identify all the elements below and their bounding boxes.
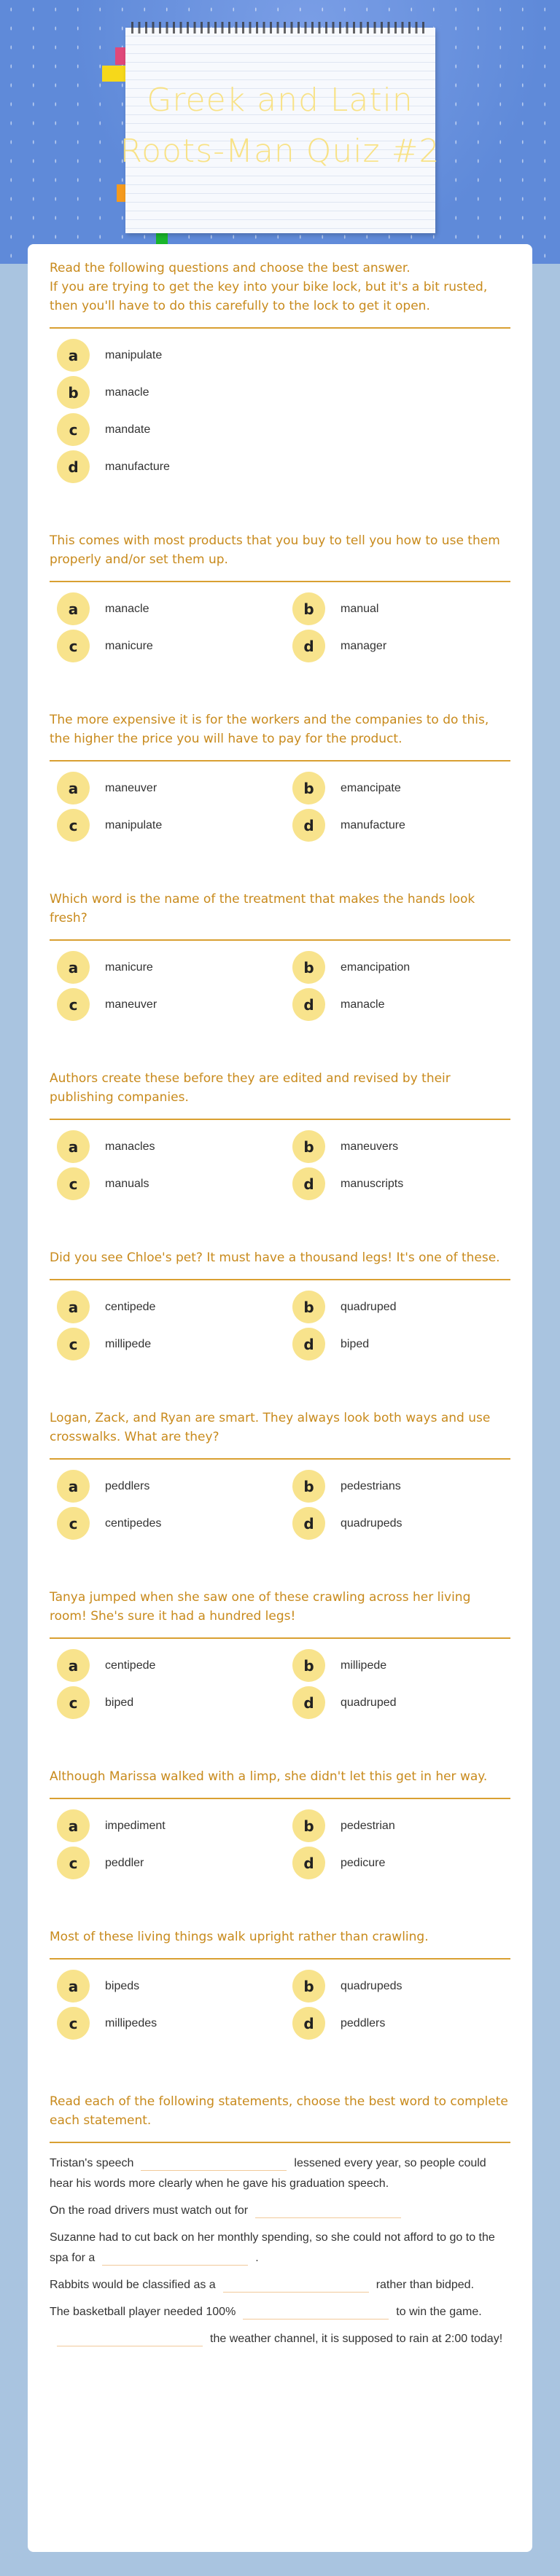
option-d[interactable] xyxy=(285,1686,510,1719)
option-letter-bubble: a xyxy=(57,1809,90,1842)
divider xyxy=(50,939,510,941)
option-c[interactable] xyxy=(50,809,285,842)
option-letter-bubble: c xyxy=(57,1507,90,1540)
question-8 xyxy=(50,1588,510,1767)
divider xyxy=(50,1279,510,1280)
option-letter-bubble: a xyxy=(57,339,90,372)
option-letter-bubble: b xyxy=(292,1649,325,1682)
option-c[interactable] xyxy=(50,1686,285,1719)
option-letter-bubble: d xyxy=(292,1167,325,1200)
option-label: pedestrians xyxy=(341,1479,401,1492)
sentence-text-after: . xyxy=(255,2252,259,2264)
option-a[interactable] xyxy=(50,772,285,804)
option-a[interactable] xyxy=(50,1809,285,1842)
option-letter-bubble: c xyxy=(57,630,90,662)
notebook-illustration xyxy=(125,28,435,233)
option-c[interactable] xyxy=(50,413,510,446)
question-10 xyxy=(50,1927,510,2088)
answer-blank-input[interactable] xyxy=(255,2205,401,2218)
divider xyxy=(50,1119,510,1120)
option-letter-bubble: a xyxy=(57,772,90,804)
option-letter-bubble: b xyxy=(292,592,325,625)
option-d[interactable] xyxy=(285,1328,510,1361)
question-6 xyxy=(50,1248,510,1409)
option-d[interactable] xyxy=(285,988,510,1021)
option-label: quadruped xyxy=(341,1300,397,1313)
option-c[interactable] xyxy=(50,1507,285,1540)
option-label: manual xyxy=(341,602,379,615)
option-label: peddlers xyxy=(105,1479,150,1492)
option-letter-bubble: c xyxy=(57,413,90,446)
options xyxy=(50,772,510,842)
option-d[interactable] xyxy=(285,809,510,842)
option-label: maneuvers xyxy=(341,1140,399,1153)
option-label: manacle xyxy=(341,998,385,1011)
option-letter-bubble: a xyxy=(57,1130,90,1163)
question-text: Which word is the name of the treatment that makes the hands look fresh? xyxy=(50,892,475,925)
question-text: Most of these living things walk upright rather than crawling. xyxy=(50,1930,429,1944)
option-b[interactable] xyxy=(285,1470,510,1503)
options xyxy=(50,1809,510,1879)
option-d[interactable] xyxy=(285,1507,510,1540)
question-text: Authors create these before they are edited and revised by their publishing companies. xyxy=(50,1071,451,1105)
fill-in-instructions: Read each of the following statements, choose the best word to complete each statement. xyxy=(50,2094,508,2128)
option-letter-bubble: a xyxy=(57,1970,90,2003)
fill-sentence xyxy=(50,2228,510,2268)
option-a[interactable] xyxy=(50,951,285,984)
options xyxy=(50,339,510,483)
option-c[interactable] xyxy=(50,630,285,662)
divider xyxy=(50,760,510,762)
option-a[interactable] xyxy=(50,592,285,625)
option-letter-bubble: d xyxy=(292,1507,325,1540)
option-letter-bubble: d xyxy=(292,1686,325,1719)
option-b[interactable] xyxy=(285,1649,510,1682)
option-d[interactable] xyxy=(285,1167,510,1200)
option-label: millipedes xyxy=(105,2016,158,2029)
option-letter-bubble: d xyxy=(57,450,90,483)
option-a[interactable] xyxy=(50,1291,285,1323)
option-letter-bubble: c xyxy=(57,1167,90,1200)
option-d[interactable] xyxy=(285,1847,510,1879)
option-label: manufacture xyxy=(341,818,405,831)
option-label: millipede xyxy=(105,1337,152,1350)
option-label: manacle xyxy=(105,602,149,615)
divider xyxy=(50,1637,510,1639)
option-label: manuscripts xyxy=(341,1177,404,1190)
option-label: biped xyxy=(105,1696,134,1709)
quiz-card xyxy=(28,244,532,2552)
question-text: The more expensive it is for the workers and the companies to do this, the higher the price you will have to pay for the product. xyxy=(50,713,489,746)
yellow-tab xyxy=(102,66,127,82)
option-c[interactable] xyxy=(50,988,285,1021)
option-letter-bubble: c xyxy=(57,809,90,842)
option-a[interactable] xyxy=(50,1470,285,1503)
fill-sentence xyxy=(50,2201,510,2221)
fill-sentence xyxy=(50,2302,510,2322)
divider xyxy=(50,327,510,329)
sentence-text-before: On the road drivers must watch out for xyxy=(50,2204,249,2217)
option-label: quadrupeds xyxy=(341,1516,402,1530)
option-letter-bubble: b xyxy=(292,951,325,984)
option-letter-bubble: d xyxy=(292,630,325,662)
option-label: manacles xyxy=(105,1140,155,1153)
option-letter-bubble: d xyxy=(292,809,325,842)
option-label: maneuver xyxy=(105,998,158,1011)
answer-blank-input[interactable] xyxy=(223,2279,369,2293)
option-letter-bubble: c xyxy=(57,1847,90,1879)
options xyxy=(50,1970,510,2040)
option-b[interactable] xyxy=(285,1291,510,1323)
option-letter-bubble: a xyxy=(57,1649,90,1682)
option-label: centipede xyxy=(105,1300,156,1313)
option-c[interactable] xyxy=(50,1847,285,1879)
question-text: Tanya jumped when she saw one of these crawling across her living room! She's sure it had a hundred legs! xyxy=(50,1590,471,1624)
sentence-text-before: Tristan's speech xyxy=(50,2157,134,2169)
divider xyxy=(50,581,510,582)
option-label: peddler xyxy=(105,1856,144,1869)
option-b[interactable] xyxy=(285,1809,510,1842)
option-label: mandate xyxy=(105,423,151,436)
sentence-text-after: lessened every year, so people could hear his words more clearly when he gave his graduation speech. xyxy=(50,2157,486,2190)
sentence-text-before: Suzanne had to cut back on her monthly spending, so she could not afford to go to the spa for a xyxy=(50,2231,495,2264)
page-title-line1: Greek and Latin xyxy=(147,82,413,119)
question-5 xyxy=(50,1069,510,1248)
option-b[interactable] xyxy=(50,376,510,409)
divider xyxy=(50,1798,510,1799)
option-label: biped xyxy=(341,1337,370,1350)
question-text: Did you see Chloe's pet? It must have a thousand legs! It's one of these. xyxy=(50,1250,500,1265)
option-letter-bubble: b xyxy=(292,1809,325,1842)
option-label: manager xyxy=(341,639,387,652)
option-c[interactable] xyxy=(50,2007,285,2040)
option-letter-bubble: b xyxy=(292,772,325,804)
option-a[interactable] xyxy=(50,1970,285,2003)
options xyxy=(50,592,510,662)
option-label: centipede xyxy=(105,1659,156,1672)
option-letter-bubble: b xyxy=(292,1291,325,1323)
answer-blank-input[interactable] xyxy=(243,2306,389,2319)
page-title-line2: Roots-Man Quiz #2 xyxy=(120,133,440,170)
question-1 xyxy=(50,278,510,531)
option-label: manipulate xyxy=(105,348,163,361)
sentence-text-after: the weather channel, it is supposed to rain at 2:00 today! xyxy=(210,2333,503,2345)
question-text: If you are trying to get the key into your bike lock, but it's a bit rusted, then you'll have to do this carefully to the lock to get it open. xyxy=(50,280,488,313)
option-label: peddlers xyxy=(341,2016,386,2029)
option-label: maneuver xyxy=(105,781,158,794)
option-label: manacle xyxy=(105,385,149,399)
option-letter-bubble: b xyxy=(292,1130,325,1163)
option-label: quadruped xyxy=(341,1696,397,1709)
question-text: Logan, Zack, and Ryan are smart. They always look both ways and use crosswalks. What are they? xyxy=(50,1411,491,1444)
options xyxy=(50,951,510,1021)
option-label: manuals xyxy=(105,1177,149,1190)
instructions: Read the following questions and choose the best answer. xyxy=(50,261,411,275)
answer-blank-input[interactable] xyxy=(102,2252,248,2266)
option-a[interactable] xyxy=(50,1130,285,1163)
option-label: emancipate xyxy=(341,781,401,794)
question-7 xyxy=(50,1409,510,1588)
fill-in-section xyxy=(50,2088,510,2349)
sentence-text-after: rather than bidped. xyxy=(376,2279,475,2291)
option-letter-bubble: d xyxy=(292,988,325,1021)
divider xyxy=(50,1458,510,1460)
spiral-binding xyxy=(131,22,427,34)
option-letter-bubble: c xyxy=(57,2007,90,2040)
option-letter-bubble: b xyxy=(292,1470,325,1503)
options xyxy=(50,1291,510,1361)
option-label: quadrupeds xyxy=(341,1979,402,1992)
option-label: manufacture xyxy=(105,460,170,473)
options xyxy=(50,1130,510,1200)
option-d[interactable] xyxy=(285,630,510,662)
question-9 xyxy=(50,1767,510,1927)
option-label: millipede xyxy=(341,1659,387,1672)
option-label: manicure xyxy=(105,639,153,652)
option-c[interactable] xyxy=(50,1328,285,1361)
options xyxy=(50,1470,510,1540)
option-letter-bubble: d xyxy=(292,1328,325,1361)
option-label: pedicure xyxy=(341,1856,386,1869)
answer-blank-input[interactable] xyxy=(141,2158,287,2171)
fill-sentence xyxy=(50,2329,510,2349)
question-text: Although Marissa walked with a limp, she didn't let this get in her way. xyxy=(50,1769,488,1784)
option-b[interactable] xyxy=(285,1130,510,1163)
divider xyxy=(50,1958,510,1960)
sentence-text-before: The basketball player needed 100% xyxy=(50,2306,236,2318)
option-label: manipulate xyxy=(105,818,163,831)
option-c[interactable] xyxy=(50,1167,285,1200)
fill-sentence xyxy=(50,2153,510,2194)
option-letter-bubble: c xyxy=(57,988,90,1021)
option-letter-bubble: d xyxy=(292,1847,325,1879)
question-text: This comes with most products that you buy to tell you how to use them properly and/or set them up. xyxy=(50,533,500,567)
question-4 xyxy=(50,890,510,1069)
options xyxy=(50,1649,510,1719)
option-a[interactable] xyxy=(50,1649,285,1682)
option-letter-bubble: a xyxy=(57,592,90,625)
divider xyxy=(50,2142,510,2143)
answer-blank-input[interactable] xyxy=(57,2333,203,2346)
option-label: pedestrian xyxy=(341,1819,395,1832)
fill-sentence xyxy=(50,2275,510,2295)
option-letter-bubble: b xyxy=(57,376,90,409)
option-d[interactable] xyxy=(50,450,510,483)
option-letter-bubble: d xyxy=(292,2007,325,2040)
option-b[interactable] xyxy=(285,772,510,804)
option-letter-bubble: c xyxy=(57,1328,90,1361)
option-b[interactable] xyxy=(285,1970,510,2003)
option-a[interactable] xyxy=(50,339,510,372)
question-2 xyxy=(50,531,510,710)
option-d[interactable] xyxy=(285,2007,510,2040)
sentence-text-before: Rabbits would be classified as a xyxy=(50,2279,216,2291)
sentence-text-after: to win the game. xyxy=(396,2306,482,2318)
option-letter-bubble: a xyxy=(57,1470,90,1503)
option-letter-bubble: a xyxy=(57,1291,90,1323)
option-label: manicure xyxy=(105,960,153,974)
option-letter-bubble: b xyxy=(292,1970,325,2003)
option-label: bipeds xyxy=(105,1979,140,1992)
option-label: impediment xyxy=(105,1819,166,1832)
option-b[interactable] xyxy=(285,951,510,984)
question-3 xyxy=(50,710,510,890)
option-letter-bubble: a xyxy=(57,951,90,984)
option-label: centipedes xyxy=(105,1516,162,1530)
option-label: emancipation xyxy=(341,960,411,974)
option-letter-bubble: c xyxy=(57,1686,90,1719)
option-b[interactable] xyxy=(285,592,510,625)
